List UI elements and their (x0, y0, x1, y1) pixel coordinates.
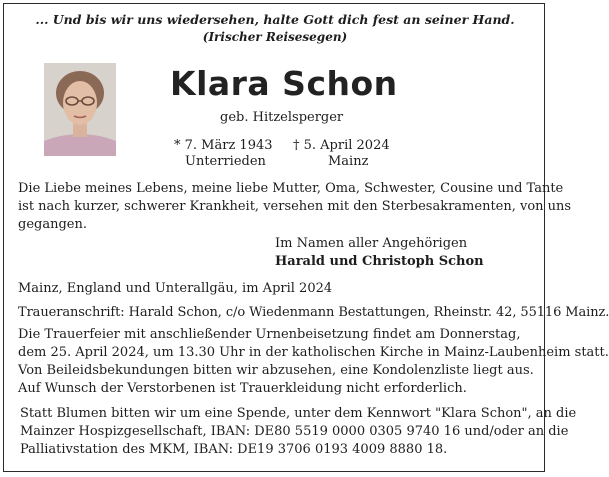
tribute-line: Die Liebe meines Lebens, meine liebe Mutter, Oma, Schwester, Cousine und Tante (18, 181, 564, 196)
signature-intro: Im Namen aller Angehörigen (275, 236, 468, 251)
donation-line: Palliativstation des MKM, IBAN: DE19 3706 0193 4009 8880 18. (20, 442, 448, 457)
ceremony-line: Von Beileidsbekundungen bitten wir abzusehen, eine Kondolenzliste liegt aus. (18, 363, 534, 378)
donation-line: Mainzer Hospizgesellschaft, IBAN: DE80 5519 0000 0305 9740 16 und/oder an die (20, 424, 569, 439)
portrait-photo (44, 63, 116, 156)
motto-quote: ... Und bis wir uns wiedersehen, halte Gott dich fest an seiner Hand. (35, 12, 515, 27)
signature-names: Harald und Christoph Schon (275, 254, 484, 269)
birth-place: Unterrieden (185, 154, 266, 169)
portrait-illustration (44, 63, 116, 156)
maiden-name: geb. Hitzelsperger (220, 110, 344, 125)
tribute-line: ist nach kurzer, schwerer Krankheit, versehen mit den Sterbesakramenten, von uns (18, 199, 572, 214)
place-date: Mainz, England und Unterallgäu, im April 2024 (18, 281, 333, 296)
ceremony-line: Die Trauerfeier mit anschließender Urnenbeisetzung findet am Donnerstag, (18, 327, 521, 342)
birth-date: * 7. März 1943 (174, 138, 273, 153)
deceased-name: Klara Schon (170, 64, 398, 103)
ceremony-line: dem 25. April 2024, um 13.30 Uhr in der katholischen Kirche in Mainz-Laubenheim statt. (18, 345, 609, 360)
tribute-line: gegangen. (18, 217, 87, 232)
death-place: Mainz (328, 154, 369, 169)
death-date: † 5. April 2024 (293, 138, 390, 153)
motto-source: (Irischer Reisesegen) (202, 30, 348, 44)
funeral-address: Traueranschrift: Harald Schon, c/o Wiedenmann Bestattungen, Rheinstr. 42, 55116 Mainz. (18, 305, 609, 320)
ceremony-line: Auf Wunsch der Verstorbenen ist Trauerkleidung nicht erforderlich. (18, 381, 467, 396)
donation-line: Statt Blumen bitten wir um eine Spende, unter dem Kennwort "Klara Schon", an die (20, 406, 577, 421)
